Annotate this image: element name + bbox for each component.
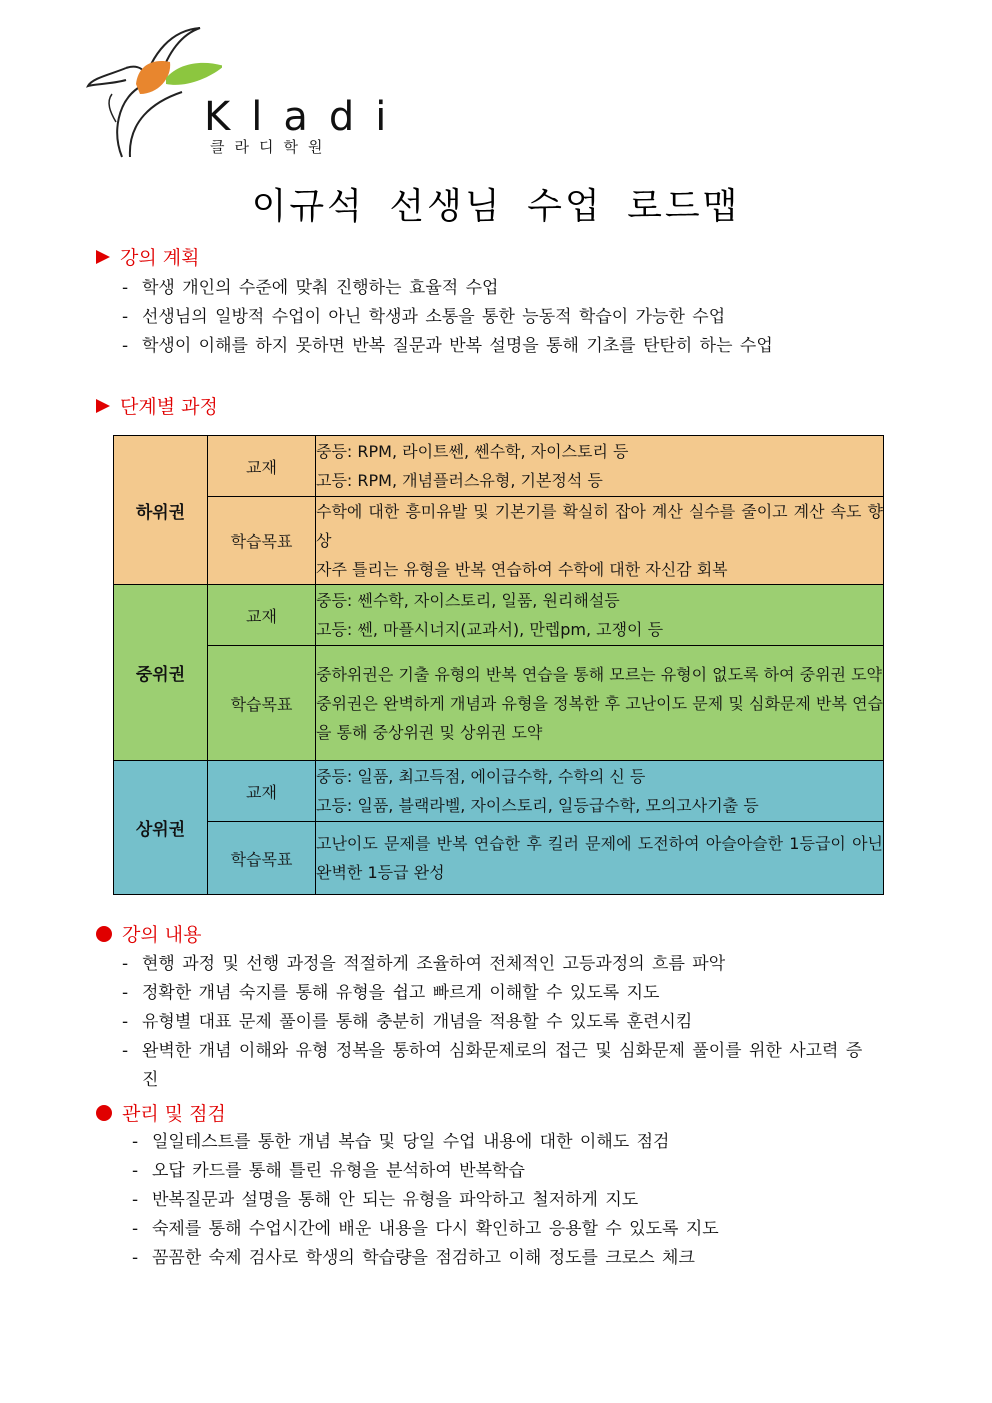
plan-heading xyxy=(96,243,199,270)
table-row xyxy=(114,436,884,497)
goal-cell: 수학에 대한 흥미유발 및 기본기를 확실히 잡아 계산 실수를 줄이고 계산 속도 향상 자주 틀리는 유형을 반복 연습하여 수학에 대한 자신감 회복 xyxy=(316,497,884,585)
list-item: - 꼼꼼한 숙제 검사로 학생의 학습량을 점검하고 이해 정도를 크로스 체크 xyxy=(132,1248,695,1268)
textbook-label: 교재 xyxy=(208,436,316,497)
table-row xyxy=(114,497,884,585)
textbook-label: 교재 xyxy=(208,761,316,822)
logo-name: Kladi xyxy=(204,94,408,140)
textbook-cell: 중등: 쎈수학, 자이스토리, 일품, 원리해설등 고등: 쎈, 마플시너지(교과서), 만렙pm, 고쟁이 등 xyxy=(316,585,884,646)
table-row xyxy=(114,646,884,761)
list-item: - 반복질문과 설명을 통해 안 되는 유형을 파악하고 철저하게 지도 xyxy=(132,1190,639,1210)
plan-heading-text: 강의 계획 xyxy=(120,247,200,269)
stages-table xyxy=(113,435,884,895)
level-name: 하위권 xyxy=(114,436,208,585)
list-item: - 숙제를 통해 수업시간에 배운 내용을 다시 확인하고 응용할 수 있도록 지도 xyxy=(132,1219,719,1239)
level-name: 상위권 xyxy=(114,761,208,895)
leaf-swirl-icon xyxy=(82,22,222,162)
triangle-bullet-icon xyxy=(96,399,110,413)
logo-subname: 클라디학원 xyxy=(210,138,333,156)
list-item: - 유형별 대표 문제 풀이를 통해 충분히 개념을 적용할 수 있도록 훈련시킴 xyxy=(122,1012,693,1032)
table-row xyxy=(114,822,884,895)
list-item: - 학생 개인의 수준에 맞춰 진행하는 효율적 수업 xyxy=(122,278,499,298)
list-item: - 정확한 개념 숙지를 통해 유형을 쉽고 빠르게 이해할 수 있도록 지도 xyxy=(122,983,660,1003)
content-list xyxy=(122,950,872,1095)
table-row xyxy=(114,761,884,822)
content-heading xyxy=(96,920,201,947)
textbook-label: 교재 xyxy=(208,585,316,646)
triangle-bullet-icon xyxy=(96,250,110,264)
management-heading-text: 관리 및 점검 xyxy=(122,1103,226,1125)
list-item: - 오답 카드를 통해 틀린 유형을 분석하여 반복학습 xyxy=(132,1161,525,1181)
textbook-cell: 중등: 일품, 최고득점, 에이급수학, 수학의 신 등 고등: 일품, 블랙라벨, 자이스토리, 일등급수학, 모의고사기출 등 xyxy=(316,761,884,822)
textbook-cell: 중등: RPM, 라이트쎈, 쎈수학, 자이스토리 등 고등: RPM, 개념플러스유형, 기본정석 등 xyxy=(316,436,884,497)
list-item: - 선생님의 일방적 수업이 아닌 학생과 소통을 통한 능동적 학습이 가능한 수업 xyxy=(122,307,726,327)
stages-heading-text: 단계별 과정 xyxy=(120,396,218,418)
goal-label: 학습목표 xyxy=(208,646,316,761)
plan-list xyxy=(122,274,773,361)
table-row xyxy=(114,585,884,646)
goal-cell: 고난이도 문제를 반복 연습한 후 킬러 문제에 도전하여 아슬아슬한 1등급이 아닌 완벽한 1등급 완성 xyxy=(316,822,884,895)
list-item: - 학생이 이해를 하지 못하면 반복 질문과 반복 설명을 통해 기초를 탄탄히 하는 수업 xyxy=(122,336,773,356)
content-heading-text: 강의 내용 xyxy=(122,924,202,946)
page-title: 이규석 선생님 수업 로드맵 xyxy=(251,186,741,227)
management-list xyxy=(132,1128,872,1273)
goal-label: 학습목표 xyxy=(208,497,316,585)
list-item: - 현행 과정 및 선행 과정을 적절하게 조율하여 전체적인 고등과정의 흐름 파악 xyxy=(122,954,726,974)
circle-bullet-icon xyxy=(96,1105,112,1121)
management-heading xyxy=(96,1099,226,1126)
academy-logo xyxy=(82,22,408,162)
level-name: 중위권 xyxy=(114,585,208,761)
goal-label: 학습목표 xyxy=(208,822,316,895)
goal-cell: 중하위권은 기출 유형의 반복 연습을 통해 모르는 유형이 없도록 하여 중위권 도약 중위권은 완벽하게 개념과 유형을 정복한 후 고난이도 문제 및 심화문제 반복 연습을 통해 중상위권 및 상위권 도약 xyxy=(316,646,884,761)
list-item: - 일일테스트를 통한 개념 복습 및 당일 수업 내용에 대한 이해도 점검 xyxy=(132,1132,670,1152)
circle-bullet-icon xyxy=(96,926,112,942)
stages-heading xyxy=(96,392,218,419)
list-item: - 완벽한 개념 이해와 유형 정복을 통하여 심화문제로의 접근 및 심화문제 풀이를 위한 사고력 증진 xyxy=(122,1041,863,1090)
